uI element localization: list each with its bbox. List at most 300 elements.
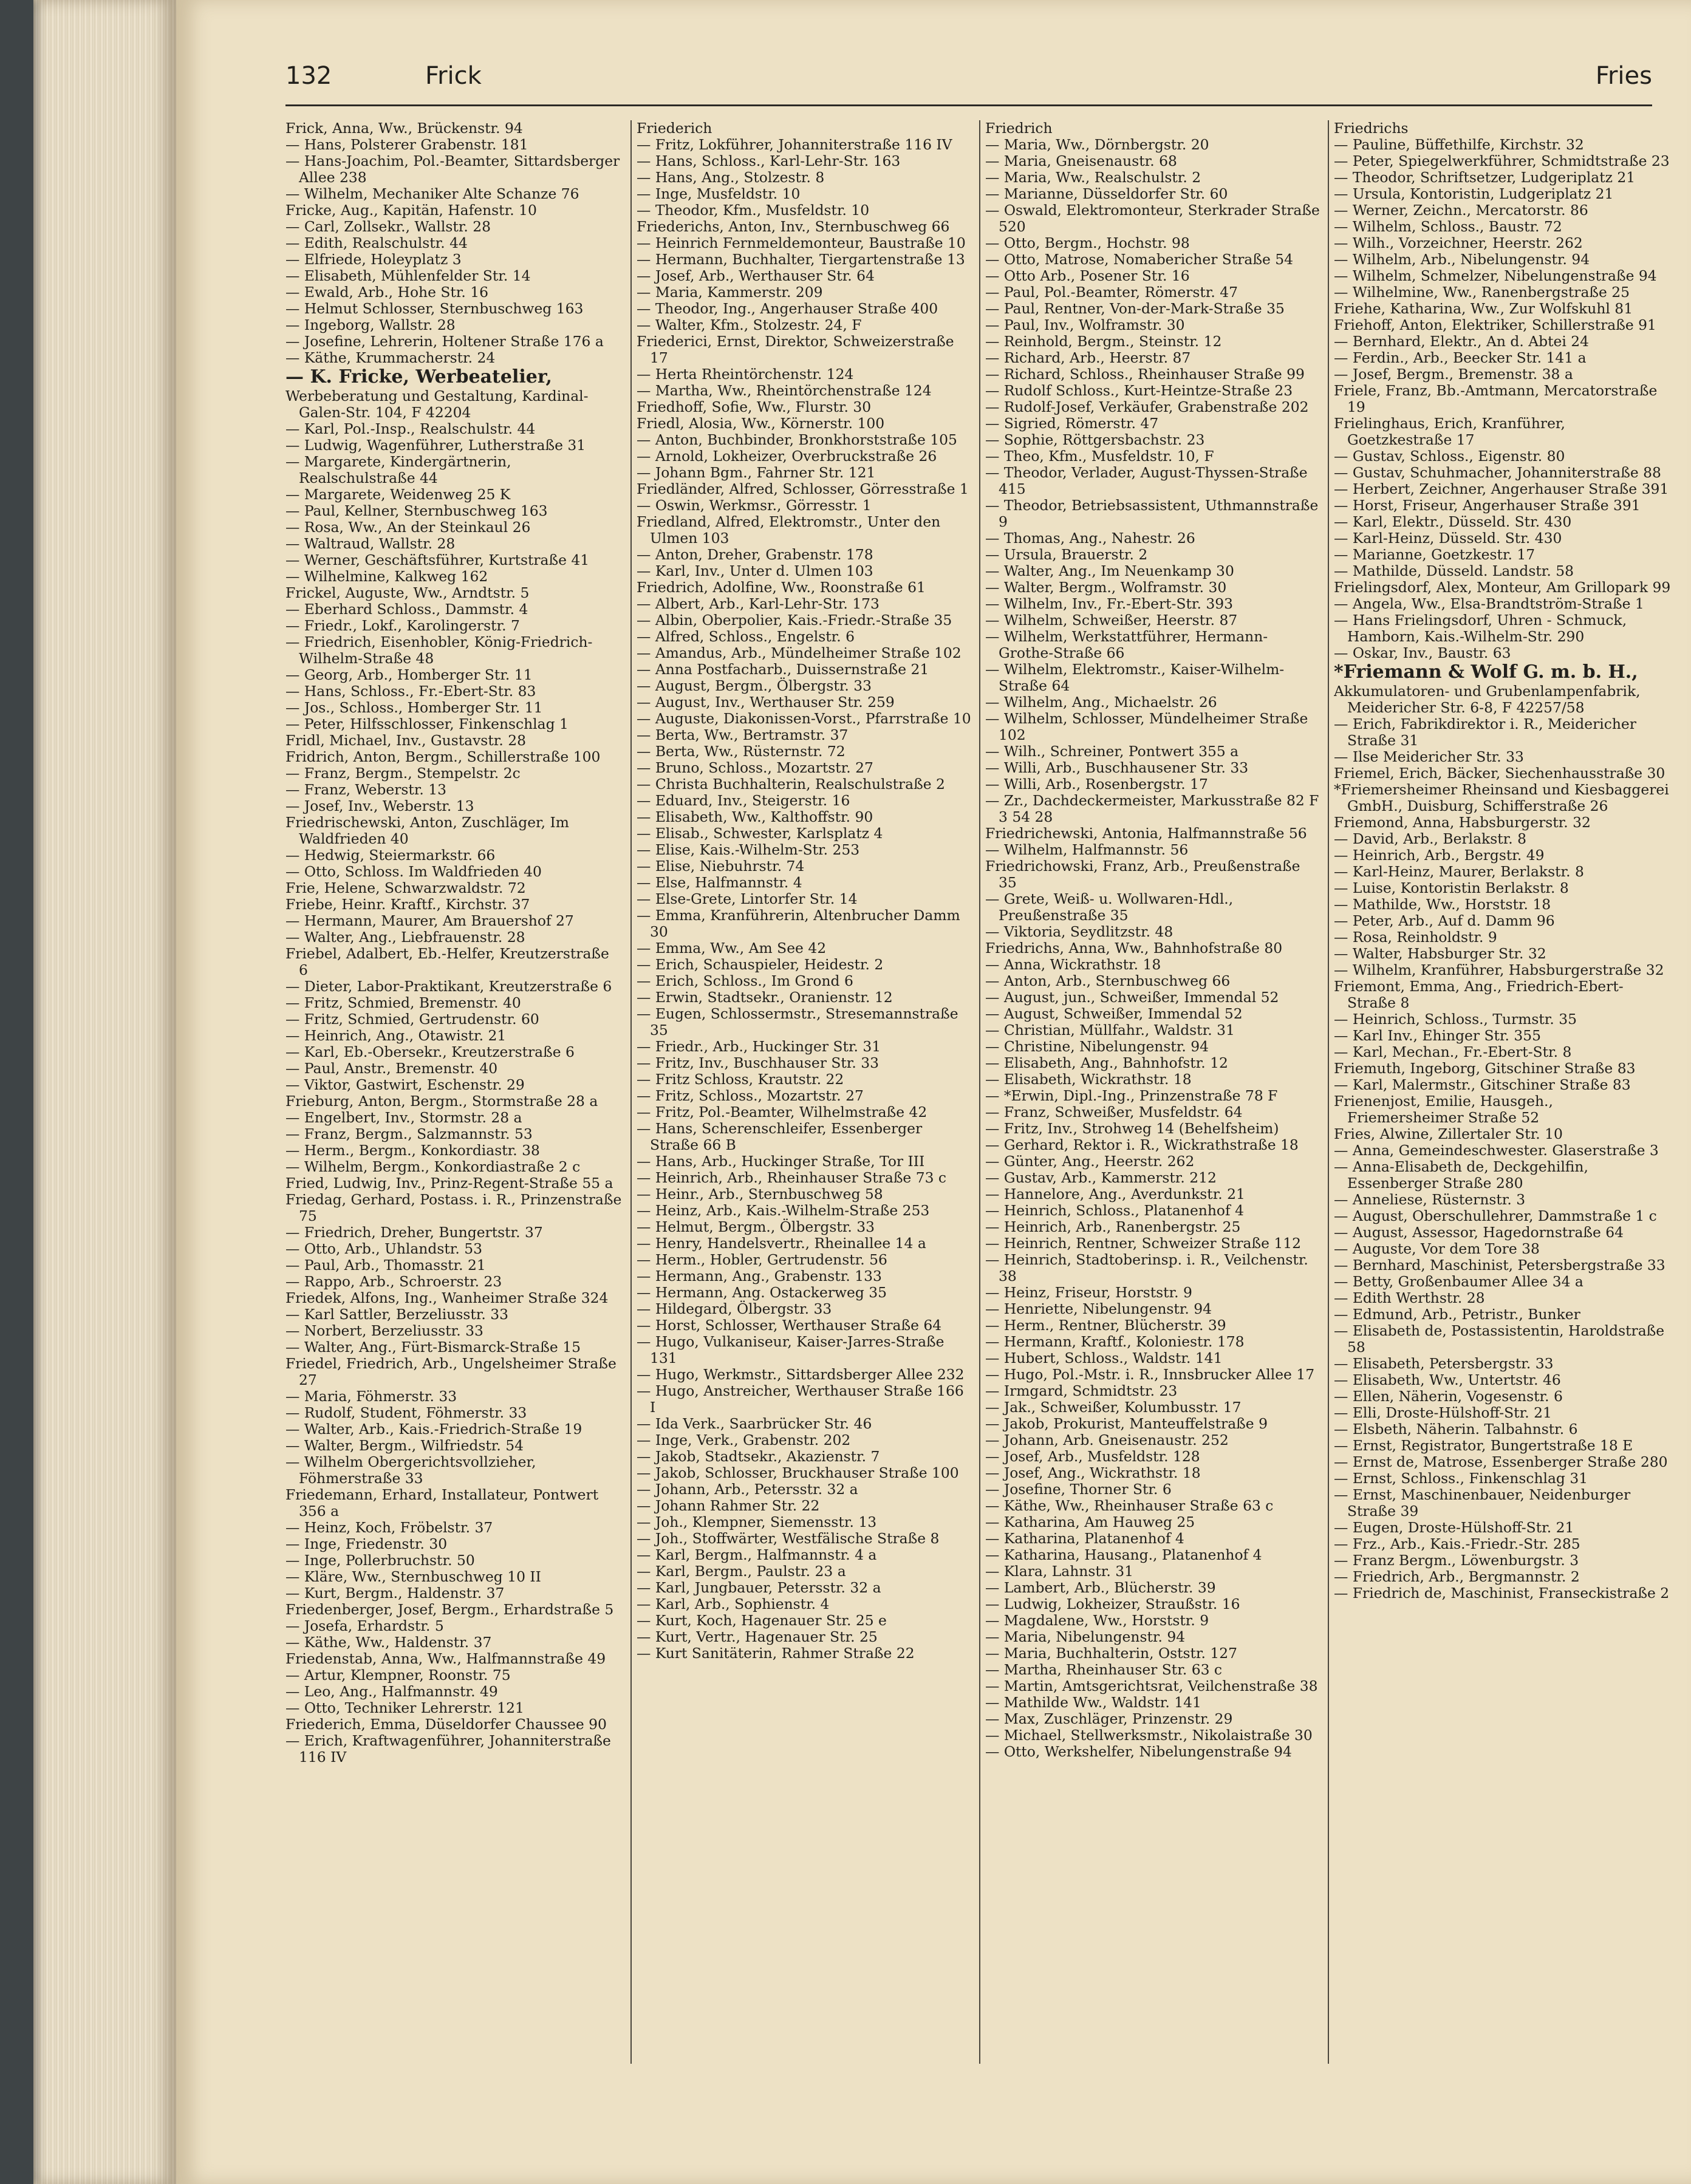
- directory-entry: — Elisabeth, Mühlenfelder Str. 14: [285, 267, 531, 284]
- directory-entry: — Hildegard, Ölbergstr. 33: [637, 1300, 832, 1317]
- directory-entry: — Erich, Kraftwagenführer, Johanniterstraße 116 IV: [285, 1732, 611, 1766]
- directory-entry: — Thomas, Ang., Nahestr. 26: [985, 530, 1195, 547]
- column-3: [985, 120, 1322, 2070]
- directory-entry: — Karl-Heinz, Düsseld. Str. 430: [1334, 530, 1562, 547]
- directory-entry: — Johann, Arb., Petersstr. 32 a: [637, 1481, 858, 1498]
- directory-entry: — Friedrich, Dreher, Bungertstr. 37: [285, 1224, 543, 1241]
- directory-entry: — Eugen, Droste-Hülshoff-Str. 21: [1334, 1519, 1574, 1536]
- directory-entry: — Wilhelm, Schlosser, Mündelheimer Straße 102: [985, 710, 1308, 743]
- directory-entry: Frieburg, Anton, Bergm., Stormstraße 28 a: [285, 1093, 598, 1110]
- directory-entry: — August, jun., Schweißer, Immendal 52: [985, 989, 1279, 1006]
- directory-entry: — Anna, Wickrathstr. 18: [985, 956, 1161, 973]
- directory-entry: — Anton, Dreher, Grabenstr. 178: [637, 546, 873, 563]
- directory-columns: [285, 120, 1671, 2070]
- directory-entry: — Henriette, Nibelungenstr. 94: [985, 1300, 1212, 1317]
- directory-entry: — Wilhelm, Halfmannstr. 56: [985, 841, 1189, 858]
- directory-entry: — Walter, Bergm., Wolframstr. 30: [985, 579, 1227, 596]
- directory-entry: — Walter, Arb., Kais.-Friedrich-Straße 19: [285, 1421, 582, 1438]
- directory-entry: — Jak., Schweißer, Kolumbusstr. 17: [985, 1399, 1242, 1416]
- directory-entry: — Margarete, Kindergärtnerin, Realschulstraße 44: [285, 453, 511, 486]
- directory-entry: — Johann Rahmer Str. 22: [637, 1497, 820, 1514]
- directory-entry: — Wilhelm, Bergm., Konkordiastraße 2 c: [285, 1158, 581, 1175]
- directory-entry: — Maria, Kammerstr. 209: [637, 284, 823, 301]
- directory-entry: — Paul, Arb., Thomasstr. 21: [285, 1257, 486, 1274]
- directory-entry: — Reinhold, Bergm., Steinstr. 12: [985, 333, 1222, 350]
- directory-entry: — Otto, Techniker Lehrerstr. 121: [285, 1699, 524, 1716]
- directory-entry: — Käthe, Ww., Haldenstr. 37: [285, 1634, 492, 1651]
- directory-entry: — Josefine, Lehrerin, Holtener Straße 176 a: [285, 333, 604, 350]
- directory-entry: — Marianne, Goetzkestr. 17: [1334, 546, 1536, 563]
- directory-entry: — Karl, Jungbauer, Petersstr. 32 a: [637, 1579, 881, 1596]
- directory-entry: — Joh., Klempner, Siemensstr. 13: [637, 1513, 877, 1531]
- directory-entry: Friehe, Katharina, Ww., Zur Wolfskuhl 81: [1334, 300, 1633, 317]
- column-divider: [630, 120, 632, 2064]
- directory-entry: — Friedr., Arb., Huckinger Str. 31: [637, 1038, 881, 1055]
- directory-entry: — Hans, Schloss., Karl-Lehr-Str. 163: [637, 152, 901, 169]
- directory-entry: — Eugen, Schlossermstr., Stresemannstraße 35: [637, 1005, 958, 1039]
- directory-entry: Frienenjost, Emilie, Hausgeh., Friemersheimer Straße 52: [1334, 1093, 1553, 1126]
- directory-entry: — Heinrich Fernmeldemonteur, Baustraße 10: [637, 234, 966, 251]
- directory-entry: — Hans, Scherenschleifer, Essenberger Straße 66 B: [637, 1120, 923, 1153]
- directory-entry: — Rudolf-Josef, Verkäufer, Grabenstraße 202: [985, 398, 1309, 415]
- directory-entry: Friedrich, Adolfine, Ww., Roonstraße 61: [637, 579, 926, 596]
- directory-entry: — Emma, Ww., Am See 42: [637, 940, 827, 957]
- directory-entry: — Katharina, Am Hauweg 25: [985, 1513, 1195, 1531]
- page-header: [285, 56, 1652, 106]
- directory-entry: — Walter, Ang., Liebfrauenstr. 28: [285, 929, 525, 946]
- directory-entry: — Maria, Föhmerstr. 33: [285, 1388, 457, 1405]
- directory-entry: — Hugo, Vulkaniseur, Kaiser-Jarres-Straße 131: [637, 1333, 945, 1367]
- directory-entry: — Ernst de, Matrose, Essenberger Straße 280: [1334, 1453, 1668, 1470]
- page-edge-stack: [0, 0, 176, 2184]
- directory-entry: — Walter, Ang., Fürt-Bismarck-Straße 15: [285, 1339, 581, 1356]
- directory-entry: — Peter, Arb., Auf d. Damm 96: [1334, 912, 1555, 929]
- directory-entry: Friedland, Alfred, Elektromstr., Unter den Ulmen 103: [637, 513, 941, 547]
- directory-entry: — Hermann, Ang. Ostackerweg 35: [637, 1284, 887, 1301]
- directory-entry: — Elisabeth, Ang., Bahnhofstr. 12: [985, 1054, 1228, 1071]
- directory-entry: — Paul, Rentner, Von-der-Mark-Straße 35: [985, 300, 1285, 317]
- directory-entry: — Friedr., Lokf., Karolingerstr. 7: [285, 617, 520, 634]
- directory-entry: — Franz, Schweißer, Musfeldstr. 64: [985, 1104, 1243, 1121]
- column-divider: [1328, 120, 1329, 2064]
- directory-entry: — Maria, Nibelungenstr. 94: [985, 1628, 1186, 1645]
- directory-entry: — Horst, Friseur, Angerhauser Straße 391: [1334, 497, 1641, 514]
- directory-entry: — Herbert, Zeichner, Angerhauser Straße 391: [1334, 480, 1669, 497]
- directory-entry: — Theodor, Betriebsassistent, Uthmannstraße 9: [985, 497, 1319, 530]
- directory-entry: — Katharina, Platanenhof 4: [985, 1530, 1184, 1547]
- directory-entry: — Gustav, Arb., Kammerstr. 212: [985, 1169, 1217, 1186]
- directory-entry: Friedel, Friedrich, Arb., Ungelsheimer Straße 27: [285, 1355, 617, 1388]
- directory-entry: — August, Inv., Werthauser Str. 259: [637, 694, 895, 711]
- directory-entry: — Ursula, Brauerstr. 2: [985, 546, 1148, 563]
- directory-entry: — Hans, Ang., Stolzestr. 8: [637, 169, 825, 186]
- directory-entry: — Ernst, Schloss., Finkenschlag 31: [1334, 1470, 1588, 1487]
- directory-entry: — Hans, Schloss., Fr.-Ebert-Str. 83: [285, 683, 536, 700]
- directory-entry: — Friedrich, Eisenhobler, König-Friedrich-Wilhelm-Straße 48: [285, 633, 593, 667]
- directory-entry: — Edmund, Arb., Petristr., Bunker: [1334, 1306, 1580, 1323]
- directory-entry: Friedenberger, Josef, Bergm., Erhardstraße 5: [285, 1601, 614, 1618]
- directory-entry: — Günter, Ang., Heerstr. 262: [985, 1153, 1195, 1170]
- directory-entry: Fried, Ludwig, Inv., Prinz-Regent-Straße 55 a: [285, 1175, 613, 1192]
- directory-entry: — Heinr., Arb., Sternbuschweg 58: [637, 1186, 883, 1203]
- header-rule: [285, 104, 1652, 106]
- directory-entry: — Maria, Gneisenaustr. 68: [985, 152, 1177, 169]
- directory-entry: — August, Oberschullehrer, Dammstraße 1 c: [1334, 1207, 1657, 1224]
- directory-entry: Friedrich: [985, 120, 1053, 137]
- directory-entry: — Rappo, Arb., Schroerstr. 23: [285, 1273, 502, 1290]
- directory-entry: — Ingeborg, Wallstr. 28: [285, 316, 456, 333]
- directory-entry: — Ilse Meidericher Str. 33: [1334, 748, 1524, 765]
- directory-entry: — Josef, Arb., Werthauser Str. 64: [637, 267, 875, 284]
- directory-entry: — Michael, Stellwerksmstr., Nikolaistraße 30: [985, 1727, 1313, 1744]
- directory-entry: — Rosa, Reinholdstr. 9: [1334, 929, 1497, 946]
- directory-entry: — Elisabeth, Wickrathstr. 18: [985, 1071, 1192, 1088]
- directory-entry: — Heinrich, Stadtoberinsp. i. R., Veilchenstr. 38: [985, 1251, 1308, 1285]
- directory-entry: — Hedwig, Steiermarkstr. 66: [285, 847, 496, 864]
- directory-entry: — Friedrich de, Maschinist, Franseckistraße 2: [1334, 1585, 1670, 1602]
- directory-entry: Fridrich, Anton, Bergm., Schillerstraße 100: [285, 748, 601, 765]
- directory-entry: — Christine, Nibelungenstr. 94: [985, 1038, 1209, 1055]
- directory-entry: Fries, Alwine, Zillertaler Str. 10: [1334, 1125, 1563, 1142]
- directory-entry: — Karl Sattler, Berzeliusstr. 33: [285, 1306, 508, 1323]
- directory-entry: — Klara, Lahnstr. 31: [985, 1563, 1133, 1580]
- directory-entry: — Josef, Arb., Musfeldstr. 128: [985, 1448, 1200, 1465]
- directory-entry: — Zr., Dachdeckermeister, Markusstraße 82 F 3 54 28: [985, 792, 1319, 825]
- directory-entry: — Karl, Inv., Unter d. Ulmen 103: [637, 562, 873, 579]
- directory-entry: — Erich, Schloss., Im Grond 6: [637, 972, 853, 989]
- directory-entry: — Wilhelmine, Kalkweg 162: [285, 568, 488, 585]
- directory-entry: — Elisabeth de, Postassistentin, Haroldstraße 58: [1334, 1322, 1665, 1356]
- directory-entry: — Inge, Musfeldstr. 10: [637, 185, 801, 202]
- directory-entry: — Elli, Droste-Hülshoff-Str. 21: [1334, 1404, 1552, 1421]
- directory-entry: — Walter, Bergm., Wilfriedstr. 54: [285, 1437, 524, 1454]
- directory-entry: Friederichs, Anton, Inv., Sternbuschweg 66: [637, 218, 950, 235]
- directory-entry: — Kurt, Koch, Hagenauer Str. 25 e: [637, 1612, 887, 1629]
- directory-entry: — Hans-Joachim, Pol.-Beamter, Sittardsberger Allee 238: [285, 152, 620, 186]
- directory-entry: — Otto, Werkshelfer, Nibelungenstraße 94: [985, 1743, 1292, 1760]
- directory-entry: — Karl, Bergm., Paulstr. 23 a: [637, 1563, 846, 1580]
- directory-entry: — Bernhard, Maschinist, Petersbergstraße 33: [1334, 1257, 1665, 1274]
- directory-entry: — Rudolf Schloss., Kurt-Heintze-Straße 23: [985, 382, 1293, 399]
- directory-entry: — Richard, Arb., Heerstr. 87: [985, 349, 1191, 366]
- directory-entry: — Franz, Weberstr. 13: [285, 781, 447, 798]
- directory-entry: Akkumulatoren- und Grubenlampenfabrik, Meidericher Str. 6-8, F 42257/58: [1334, 683, 1641, 716]
- directory-entry: — Kurt, Vertr., Hagenauer Str. 25: [637, 1628, 878, 1645]
- directory-entry: — Anton, Buchbinder, Bronkhorststraße 105: [637, 431, 957, 448]
- directory-entry: — Ernst, Registrator, Bungertstraße 18 E: [1334, 1437, 1633, 1454]
- directory-entry: — Martha, Rheinhauser Str. 63 c: [985, 1661, 1222, 1678]
- directory-entry: — Fritz Schloss, Krautstr. 22: [637, 1071, 844, 1088]
- directory-entry: — Edith, Realschulstr. 44: [285, 234, 468, 251]
- directory-entry: — Karl, Bergm., Halfmannstr. 4 a: [637, 1546, 877, 1563]
- directory-entry: — K. Fricke, Werbeatelier,: [285, 366, 552, 387]
- directory-entry: — Luise, Kontoristin Berlakstr. 8: [1334, 879, 1569, 896]
- directory-entry: — Wilhelm, Schloss., Baustr. 72: [1334, 218, 1562, 235]
- page-number: 132: [285, 62, 332, 90]
- directory-entry: — Anna, Gemeindeschwester. Glaserstraße 3: [1334, 1142, 1659, 1159]
- directory-entry: — Albin, Oberpolier, Kais.-Friedr.-Straße 35: [637, 612, 952, 629]
- directory-entry: Friedrichs: [1334, 120, 1409, 137]
- directory-entry: — Fritz, Inv., Buschhauser Str. 33: [637, 1054, 879, 1071]
- directory-entry: — Paul, Inv., Wolframstr. 30: [985, 316, 1185, 333]
- directory-entry: — Oswald, Elektromonteur, Sterkrader Straße 520: [985, 202, 1320, 235]
- directory-entry: Friederich: [637, 120, 712, 137]
- directory-entry: — Grete, Weiß- u. Wollwaren-Hdl., Preußenstraße 35: [985, 890, 1234, 924]
- directory-entry: — Oswin, Werkmsr., Görresstr. 1: [637, 497, 872, 514]
- directory-entry: — Karl, Mechan., Fr.-Ebert-Str. 8: [1334, 1043, 1572, 1060]
- directory-entry: — Johann, Arb. Gneisenaustr. 252: [985, 1432, 1229, 1449]
- directory-entry: — Inge, Friedenstr. 30: [285, 1535, 448, 1552]
- column-divider: [979, 120, 980, 2064]
- directory-entry: — Herm., Bergm., Konkordiastr. 38: [285, 1142, 540, 1159]
- directory-entry: — Elise, Niebuhrstr. 74: [637, 858, 805, 875]
- directory-entry: Frie, Helene, Schwarzwaldstr. 72: [285, 879, 526, 896]
- directory-entry: — Anna Postfacharb., Duissernstraße 21: [637, 661, 929, 678]
- directory-entry: — Gerhard, Rektor i. R., Wickrathstraße 18: [985, 1136, 1299, 1153]
- directory-entry: — Rudolf, Student, Föhmerstr. 33: [285, 1404, 527, 1421]
- running-head-left: Frick: [425, 62, 482, 90]
- directory-entry: — Karl, Malermstr., Gitschiner Straße 83: [1334, 1076, 1631, 1093]
- directory-entry: — Karl, Pol.-Insp., Realschulstr. 44: [285, 420, 536, 437]
- directory-entry: — Ursula, Kontoristin, Ludgeriplatz 21: [1334, 185, 1614, 202]
- directory-entry: — Henry, Handelsvertr., Rheinallee 14 a: [637, 1235, 926, 1252]
- directory-entry: — Wilh., Vorzeichner, Heerstr. 262: [1334, 234, 1583, 251]
- directory-entry: — Viktor, Gastwirt, Eschenstr. 29: [285, 1076, 525, 1093]
- directory-entry: — Erich, Fabrikdirektor i. R., Meidericher Straße 31: [1334, 715, 1636, 749]
- directory-entry: Friedl, Alosia, Ww., Körnerstr. 100: [637, 415, 885, 432]
- directory-entry: — Paul, Anstr., Bremenstr. 40: [285, 1060, 498, 1077]
- directory-entry: — Richard, Schloss., Rheinhauser Straße 99: [985, 366, 1305, 383]
- directory-entry: — August, Assessor, Hagedornstraße 64: [1334, 1224, 1624, 1241]
- directory-entry: — Hans, Arb., Huckinger Straße, Tor III: [637, 1153, 925, 1170]
- column-1: [285, 120, 623, 2070]
- directory-entry: — Werner, Geschäftsführer, Kurtstraße 41: [285, 551, 590, 568]
- column-4: [1334, 120, 1671, 2070]
- directory-entry: — Wilhelmine, Ww., Ranenbergstraße 25: [1334, 284, 1630, 301]
- directory-entry: Friemont, Emma, Ang., Friedrich-Ebert-Straße 8: [1334, 978, 1624, 1011]
- directory-entry: — Walter, Habsburger Str. 32: [1334, 945, 1546, 962]
- directory-entry: Friemond, Anna, Habsburgerstr. 32: [1334, 814, 1591, 831]
- directory-entry: — Fritz, Schloss., Mozartstr. 27: [637, 1087, 864, 1104]
- directory-entry: — Käthe, Ww., Rheinhauser Straße 63 c: [985, 1497, 1274, 1514]
- directory-entry: — Viktoria, Seydlitzstr. 48: [985, 923, 1173, 940]
- directory-entry: — Peter, Spiegelwerkführer, Schmidtstraße 23: [1334, 152, 1670, 169]
- directory-entry: — Ludwig, Wagenführer, Lutherstraße 31: [285, 437, 586, 454]
- directory-entry: — Albert, Arb., Karl-Lehr-Str. 173: [637, 595, 880, 612]
- directory-entry: Friederich, Emma, Düseldorfer Chaussee 90: [285, 1716, 607, 1733]
- directory-entry: Frick, Anna, Ww., Brückenstr. 94: [285, 120, 523, 137]
- directory-entry: — Magdalene, Ww., Horststr. 9: [985, 1612, 1209, 1629]
- directory-entry: — Karl, Elektr., Düsseld. Str. 430: [1334, 513, 1572, 530]
- directory-entry: — Maria, Ww., Dörnbergstr. 20: [985, 136, 1209, 153]
- directory-entry: — Josef, Ang., Wickrathstr. 18: [985, 1464, 1201, 1481]
- directory-entry: — Elisab., Schwester, Karlsplatz 4: [637, 825, 883, 842]
- directory-entry: Friedrichowski, Franz, Arb., Preußenstraße 35: [985, 858, 1300, 891]
- directory-entry: Friemel, Erich, Bäcker, Siechenhausstraße 30: [1334, 765, 1665, 782]
- directory-entry: Friele, Franz, Bb.-Amtmann, Mercatorstraße 19: [1334, 382, 1658, 415]
- directory-entry: — Sigried, Römerstr. 47: [985, 415, 1159, 432]
- directory-entry: — Martha, Ww., Rheintörchenstraße 124: [637, 382, 932, 399]
- directory-entry: — Wilhelm, Elektromstr., Kaiser-Wilhelm-Straße 64: [985, 661, 1285, 694]
- directory-entry: — Karl-Heinz, Maurer, Berlakstr. 8: [1334, 863, 1584, 880]
- directory-entry: — Ferdin., Arb., Beecker Str. 141 a: [1334, 349, 1587, 366]
- directory-entry: — Karl, Arb., Sophienstr. 4: [637, 1595, 830, 1612]
- directory-entry: — Herm., Hobler, Gertrudenstr. 56: [637, 1251, 887, 1268]
- directory-entry: — *Erwin, Dipl.-Ing., Prinzenstraße 78 F: [985, 1087, 1278, 1104]
- directory-entry: — Martin, Amtsgerichtsrat, Veilchenstraße 38: [985, 1677, 1318, 1694]
- directory-entry: — Auguste, Vor dem Tore 38: [1334, 1240, 1540, 1257]
- directory-entry: — Elisabeth, Ww., Kalthoffstr. 90: [637, 808, 873, 825]
- directory-entry: — Walter, Ang., Im Neuenkamp 30: [985, 562, 1234, 579]
- directory-entry: — Hermann, Maurer, Am Brauershof 27: [285, 912, 574, 929]
- directory-entry: — Oskar, Inv., Baustr. 63: [1334, 644, 1511, 661]
- directory-entry: — Fritz, Schmied, Gertrudenstr. 60: [285, 1011, 539, 1028]
- directory-entry: — Wilhelm, Werkstattführer, Hermann-Grothe-Straße 66: [985, 628, 1268, 661]
- directory-entry: — Horst, Schlosser, Werthauser Straße 64: [637, 1317, 942, 1334]
- directory-entry: — Werner, Zeichn., Mercatorstr. 86: [1334, 202, 1588, 219]
- directory-entry: — Willi, Arb., Rosenbergstr. 17: [985, 776, 1208, 793]
- directory-entry: — Wilhelm, Schweißer, Heerstr. 87: [985, 612, 1238, 629]
- directory-entry: — Mathilde, Düsseld. Landstr. 58: [1334, 562, 1574, 579]
- directory-entry: — Jos., Schloss., Homberger Str. 11: [285, 699, 543, 716]
- directory-entry: — Heinrich, Arb., Bergstr. 49: [1334, 847, 1545, 864]
- directory-entry: — August, Bergm., Ölbergstr. 33: [637, 677, 872, 694]
- directory-entry: — Maria, Ww., Realschulstr. 2: [985, 169, 1201, 186]
- directory-entry: Friedek, Alfons, Ing., Wanheimer Straße 324: [285, 1289, 609, 1306]
- directory-entry: — Kläre, Ww., Sternbuschweg 10 II: [285, 1568, 541, 1585]
- directory-entry: — Artur, Klempner, Roonstr. 75: [285, 1667, 511, 1684]
- directory-entry: — Waltraud, Wallstr. 28: [285, 535, 456, 552]
- directory-entry: — Ludwig, Lokheizer, Straußstr. 16: [985, 1595, 1240, 1612]
- directory-entry: Frielinghaus, Erich, Kranführer, Goetzkestraße 17: [1334, 415, 1565, 448]
- directory-entry: — Bruno, Schloss., Mozartstr. 27: [637, 759, 873, 776]
- directory-entry: — Hermann, Ang., Grabenstr. 133: [637, 1268, 882, 1285]
- directory-entry: — Elsbeth, Näherin. Talbahnstr. 6: [1334, 1421, 1578, 1438]
- directory-entry: — Inge, Verk., Grabenstr. 202: [637, 1432, 851, 1449]
- directory-entry: — Bernhard, Elektr., An d. Abtei 24: [1334, 333, 1590, 350]
- directory-entry: Friebel, Adalbert, Eb.-Helfer, Kreutzerstraße 6: [285, 945, 609, 978]
- directory-entry: — Hugo, Pol.-Mstr. i. R., Innsbrucker Allee 17: [985, 1366, 1315, 1383]
- directory-entry: — Walter, Kfm., Stolzestr. 24, F: [637, 316, 862, 333]
- directory-entry: — Herm., Rentner, Blücherstr. 39: [985, 1317, 1226, 1334]
- directory-entry: — Fritz, Pol.-Beamter, Wilhelmstraße 42: [637, 1104, 927, 1121]
- directory-entry: — Katharina, Hausang., Platanenhof 4: [985, 1546, 1262, 1563]
- directory-entry: Friedrischewski, Anton, Zuschläger, Im Waldfrieden 40: [285, 814, 569, 847]
- directory-entry: — Anton, Arb., Sternbuschweg 66: [985, 972, 1231, 989]
- directory-entry: — Pauline, Büffethilfe, Kirchstr. 32: [1334, 136, 1584, 153]
- directory-entry: — Josefine, Thorner Str. 6: [985, 1481, 1172, 1498]
- directory-entry: — Heinz, Friseur, Horststr. 9: [985, 1284, 1192, 1301]
- directory-entry: — Heinrich, Arb., Ranenbergstr. 25: [985, 1218, 1241, 1235]
- directory-entry: — Franz, Bergm., Stempelstr. 2c: [285, 765, 521, 782]
- directory-entry: — Christian, Müllfahr., Waldstr. 31: [985, 1022, 1235, 1039]
- directory-entry: — Mathilde Ww., Waldstr. 141: [985, 1694, 1201, 1711]
- directory-entry: — Hans, Polsterer Grabenstr. 181: [285, 136, 528, 153]
- directory-entry: — Otto, Schloss. Im Waldfrieden 40: [285, 863, 542, 880]
- directory-entry: — Wilhelm, Mechaniker Alte Schanze 76: [285, 185, 579, 202]
- directory-entry: — Gustav, Schuhmacher, Johanniterstraße 88: [1334, 464, 1661, 481]
- directory-entry: — Erwin, Stadtsekr., Oranienstr. 12: [637, 989, 893, 1006]
- directory-entry: — Peter, Hilfsschlosser, Finkenschlag 1: [285, 715, 569, 732]
- directory-entry: — Fritz, Inv., Strohweg 14 (Behelfsheim): [985, 1120, 1279, 1137]
- directory-entry: — Hugo, Werkmstr., Sittardsberger Allee 232: [637, 1366, 965, 1383]
- directory-entry: — Johann Bgm., Fahrner Str. 121: [637, 464, 876, 481]
- directory-entry: — Else-Grete, Lintorfer Str. 14: [637, 890, 858, 907]
- directory-entry: — Otto Arb., Posener Str. 16: [985, 267, 1190, 284]
- directory-entry: — Fritz, Schmied, Bremenstr. 40: [285, 994, 521, 1011]
- directory-entry: — Heinrich, Ang., Otawistr. 21: [285, 1027, 507, 1044]
- directory-entry: — Amandus, Arb., Mündelheimer Straße 102: [637, 644, 962, 661]
- directory-entry: — Käthe, Krummacherstr. 24: [285, 349, 496, 366]
- directory-entry: Friehoff, Anton, Elektriker, Schillerstraße 91: [1334, 316, 1656, 333]
- directory-entry: Friedrichs, Anna, Ww., Bahnhofstraße 80: [985, 940, 1283, 957]
- directory-entry: — Elisabeth, Ww., Untertstr. 46: [1334, 1371, 1561, 1388]
- directory-entry: — Heinrich, Schloss., Turmstr. 35: [1334, 1011, 1577, 1028]
- directory-entry: — Jakob, Stadtsekr., Akazienstr. 7: [637, 1448, 880, 1465]
- directory-entry: — Engelbert, Inv., Stormstr. 28 a: [285, 1109, 522, 1126]
- directory-entry: — Lambert, Arb., Blücherstr. 39: [985, 1579, 1216, 1596]
- directory-entry: — Herta Rheintörchenstr. 124: [637, 366, 854, 383]
- directory-entry: — Leo, Ang., Halfmannstr. 49: [285, 1683, 498, 1700]
- directory-entry: — Ida Verk., Saarbrücker Str. 46: [637, 1415, 872, 1432]
- directory-entry: Friedag, Gerhard, Postass. i. R., Prinzenstraße 75: [285, 1191, 622, 1224]
- directory-entry: — Arnold, Lokheizer, Overbruckstraße 26: [637, 448, 937, 465]
- directory-entry: — Mathilde, Ww., Horststr. 18: [1334, 896, 1551, 913]
- directory-entry: Werbeberatung und Gestaltung, Kardinal-Galen-Str. 104, F 42204: [285, 387, 589, 421]
- directory-entry: — Kurt Sanitäterin, Rahmer Straße 22: [637, 1645, 915, 1662]
- directory-entry: — Fritz, Lokführer, Johanniterstraße 116 IV: [637, 136, 952, 153]
- directory-entry: Friederici, Ernst, Direktor, Schweizerstraße 17: [637, 333, 954, 366]
- directory-entry: — August, Schweißer, Immendal 52: [985, 1005, 1243, 1022]
- directory-entry: Fricke, Aug., Kapitän, Hafenstr. 10: [285, 202, 537, 219]
- directory-entry: — Elisabeth, Petersbergstr. 33: [1334, 1355, 1554, 1372]
- directory-entry: — Inge, Pollerbruchstr. 50: [285, 1552, 475, 1569]
- directory-entry: — Wilhelm, Inv., Fr.-Ebert-Str. 393: [985, 595, 1234, 612]
- directory-entry: *Friemersheimer Rheinsand und Kiesbaggerei GmbH., Duisburg, Schifferstraße 26: [1334, 781, 1669, 814]
- directory-entry: Frickel, Auguste, Ww., Arndtstr. 5: [285, 584, 530, 601]
- column-2: [637, 120, 974, 2070]
- directory-entry: — Jakob, Prokurist, Manteuffelstraße 9: [985, 1415, 1268, 1432]
- directory-entry: — Betty, Großenbaumer Allee 34 a: [1334, 1273, 1583, 1290]
- directory-entry: Friedemann, Erhard, Installateur, Pontwert 356 a: [285, 1486, 599, 1520]
- directory-entry: — Ellen, Näherin, Vogesenstr. 6: [1334, 1388, 1563, 1405]
- directory-entry: — Jakob, Schlosser, Bruckhauser Straße 100: [637, 1464, 959, 1481]
- directory-entry: — David, Arb., Berlakstr. 8: [1334, 830, 1526, 847]
- directory-entry: — Irmgard, Schmidtstr. 23: [985, 1382, 1178, 1399]
- directory-entry: — Theodor, Ing., Angerhauser Straße 400: [637, 300, 938, 317]
- directory-entry: — Edith Werthstr. 28: [1334, 1289, 1485, 1306]
- directory-entry: — Heinrich, Arb., Rheinhauser Straße 73 c: [637, 1169, 947, 1186]
- directory-entry: — Heinz, Koch, Fröbelstr. 37: [285, 1519, 493, 1536]
- directory-entry: — Alfred, Schloss., Engelstr. 6: [637, 628, 855, 645]
- directory-entry: — Anneliese, Rüsternstr. 3: [1334, 1191, 1526, 1208]
- directory-entry: — Auguste, Diakonissen-Vorst., Pfarrstraße 10: [637, 710, 971, 727]
- directory-entry: — Theodor, Kfm., Musfeldstr. 10: [637, 202, 870, 219]
- directory-entry: — Wilhelm, Kranführer, Habsburgerstraße 32: [1334, 961, 1664, 978]
- directory-entry: — Hugo, Anstreicher, Werthauser Straße 166 I: [637, 1382, 964, 1416]
- directory-entry: — Ernst, Maschinenbauer, Neidenburger Straße 39: [1334, 1486, 1631, 1520]
- directory-entry: — Joh., Stoffwärter, Westfälische Straße 8: [637, 1530, 940, 1547]
- directory-entry: — Otto, Matrose, Nomabericher Straße 54: [985, 251, 1294, 268]
- directory-entry: Friedländer, Alfred, Schlosser, Görresstraße 1: [637, 480, 969, 497]
- directory-entry: — Franz, Bergm., Salzmannstr. 53: [285, 1125, 533, 1142]
- directory-entry: — Heinz, Arb., Kais.-Wilhelm-Straße 253: [637, 1202, 930, 1219]
- directory-entry: — Margarete, Weidenweg 25 K: [285, 486, 511, 503]
- directory-entry: — Josef, Bergm., Bremenstr. 38 a: [1334, 366, 1573, 383]
- directory-entry: — Carl, Zollsekr., Wallstr. 28: [285, 218, 491, 235]
- directory-entry: — Emma, Kranführerin, Altenbrucher Damm 30: [637, 907, 960, 940]
- directory-entry: — Berta, Ww., Rüsternstr. 72: [637, 743, 846, 760]
